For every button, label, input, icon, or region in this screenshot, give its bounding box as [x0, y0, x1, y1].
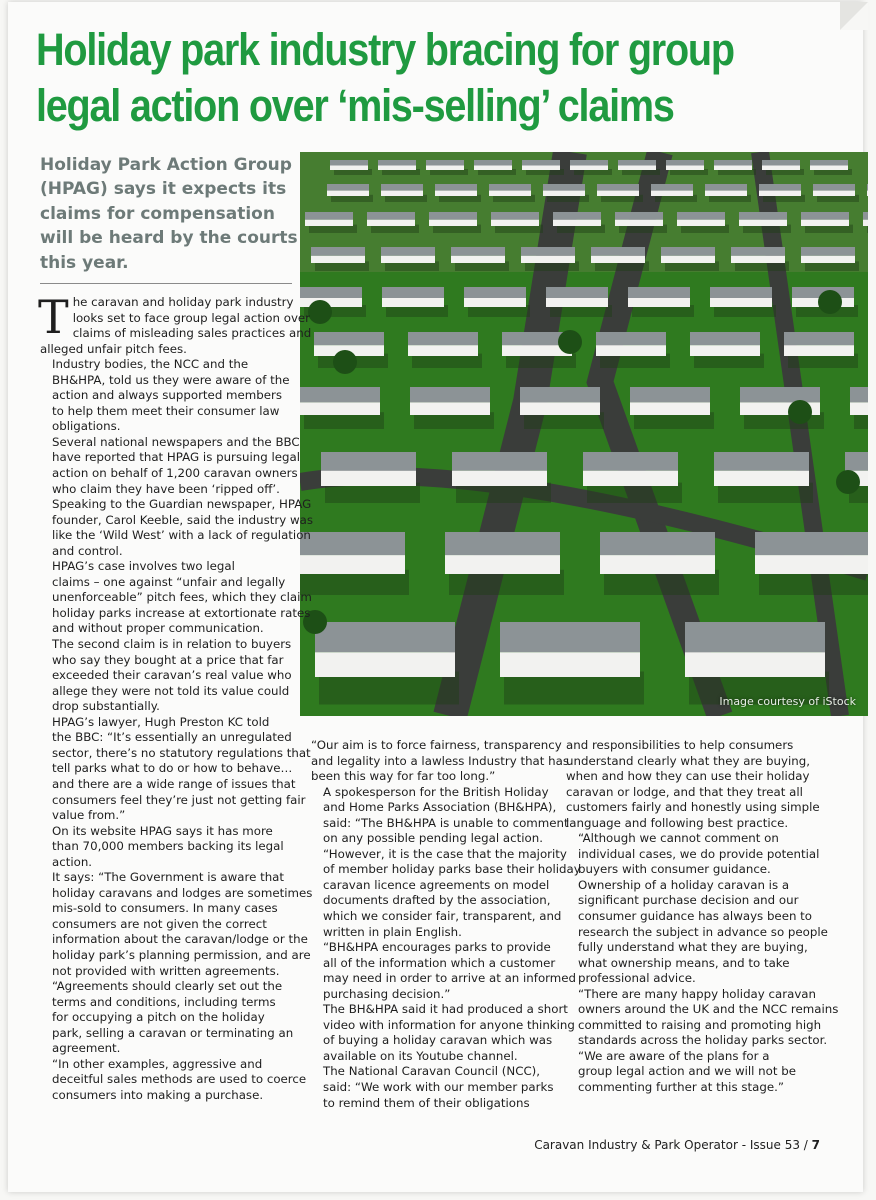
caravan-wall: [543, 191, 585, 196]
article-paragraph: [40, 870, 313, 979]
caravan-roof: [810, 160, 848, 166]
caravan-wall: [597, 191, 639, 196]
article-paragraph: [311, 1064, 559, 1111]
article-line: sector, there’s no statutory regulations that: [52, 745, 311, 760]
caravan-wall: [731, 256, 785, 263]
caravan-wall: [801, 256, 855, 263]
article-line: of buying a holiday caravan which was: [323, 1033, 553, 1048]
caravan-roof: [300, 532, 405, 555]
caravan-roof: [591, 247, 645, 256]
article-line: research the subject in advance so people: [578, 924, 828, 939]
article-paragraph: [40, 979, 296, 1057]
caravan-wall: [489, 191, 531, 196]
caravan-roof: [522, 160, 560, 166]
article-line: The BH&HPA said it had produced a short: [323, 1002, 568, 1017]
article-line: than 70,000 members backing its legal: [52, 839, 284, 854]
article-line: group legal action and we will not be: [578, 1064, 797, 1079]
caravan-wall: [739, 220, 787, 226]
article-line: holiday parks increase at extortionate rates: [52, 605, 311, 620]
caravan-wall: [464, 298, 526, 307]
caravan-roof: [521, 247, 575, 256]
caravan-wall: [330, 166, 368, 171]
article-line: The National Caravan Council (NCC),: [323, 1064, 541, 1079]
page-footer: [534, 1138, 820, 1152]
caravan-roof: [731, 247, 785, 256]
caravan-roof: [690, 332, 760, 345]
caravan-roof: [759, 184, 801, 191]
caravan-roof: [801, 212, 849, 220]
article-line: Ownership of a holiday caravan is a: [578, 877, 790, 892]
caravan-roof: [661, 247, 715, 256]
caravan-roof: [367, 212, 415, 220]
caravan-roof: [762, 160, 800, 166]
caravan-roof: [863, 212, 868, 220]
article-line: and legality into a lawless Industry that has: [311, 753, 569, 768]
caravan-wall: [583, 471, 678, 486]
caravan-roof: [429, 212, 477, 220]
article-line: to remind them of their obligations: [323, 1095, 530, 1110]
article-paragraph: [40, 1056, 307, 1104]
caravan-roof: [520, 387, 600, 402]
caravan-wall: [300, 298, 362, 307]
caravan-roof: [600, 532, 715, 555]
article-line: BH&HPA, told us they were aware of the: [52, 372, 290, 387]
article-line: “There are many happy holiday caravan: [578, 986, 816, 1001]
caravan-wall: [315, 652, 455, 677]
article-line: documents drafted by the association,: [323, 893, 551, 908]
caravan-park-illustration: [300, 152, 868, 716]
article-line: HPAG’s lawyer, Hugh Preston KC told: [52, 714, 270, 729]
article-line: park, selling a caravan or terminating an: [52, 1025, 294, 1040]
article-line: which we consider fair, transparent, and: [323, 909, 562, 924]
caravan-roof: [315, 622, 455, 652]
caravan-roof: [445, 532, 560, 555]
caravan-wall: [591, 256, 645, 263]
article-line: holiday park’s planning permission, and are: [52, 947, 311, 962]
article-line: Industry bodies, the NCC and the: [52, 357, 249, 372]
article-line: significant purchase decision and our: [578, 893, 799, 908]
article-line: consumers feel they’re just not getting fair: [52, 792, 306, 807]
caravan-roof: [677, 212, 725, 220]
article-line: what ownership means, and to take: [578, 955, 790, 970]
article-line: and without proper communication.: [52, 621, 264, 636]
article-line: purchasing decision.”: [323, 986, 451, 1001]
article-line: value from.”: [52, 808, 126, 823]
article-paragraph: [311, 846, 581, 940]
article-line: may need in order to arrive at an informed: [323, 971, 577, 986]
article-line: have reported that HPAG is pursuing legal: [52, 450, 301, 465]
caravan-wall: [410, 402, 490, 415]
drop-cap: T: [38, 290, 69, 344]
caravan-wall: [850, 402, 868, 415]
caravan-roof: [327, 184, 369, 191]
article-line: committed to raising and promoting high: [578, 1017, 822, 1032]
article-paragraph: [566, 738, 828, 831]
standfirst-line: claims for compensation: [40, 203, 275, 224]
article-line: Speaking to the Guardian newspaper, HPAG: [52, 497, 312, 512]
caravan-wall: [311, 256, 365, 263]
article-line: deceitful sales methods are used to coerce: [52, 1072, 307, 1087]
publication-name: Caravan Industry & Park Operator - Issue 53: [534, 1138, 800, 1152]
article-paragraph: [40, 637, 296, 715]
caravan-roof: [615, 212, 663, 220]
article-line: of member holiday parks base their holiday: [323, 862, 581, 877]
caravan-wall: [327, 191, 369, 196]
caravan-wall: [382, 298, 444, 307]
page-number: 7: [811, 1138, 820, 1152]
article-line: claims of misleading sales practices and: [72, 326, 312, 341]
article-paragraph: [566, 1049, 828, 1096]
caravan-roof: [714, 452, 809, 471]
caravan-roof: [583, 452, 678, 471]
caravan-roof: [500, 622, 640, 652]
caravan-roof: [628, 287, 690, 298]
article-line: agreement.: [52, 1041, 121, 1056]
caravan-roof: [378, 160, 416, 166]
article-paragraph: [40, 559, 312, 637]
article-line: “Agreements should clearly set out the: [52, 979, 283, 994]
caravan-wall: [863, 220, 868, 226]
caravan-roof: [553, 212, 601, 220]
article-line: information about the caravan/lodge or the: [52, 932, 308, 947]
article-line: language and following best practice.: [566, 815, 789, 830]
caravan-wall: [408, 345, 478, 356]
article-line: unenforceable” pitch fees, which they claim: [52, 590, 312, 605]
article-paragraph: [311, 1002, 575, 1064]
article-line: fully understand what they are buying,: [578, 940, 808, 955]
article-paragraph: [311, 738, 569, 785]
article-line: terms and conditions, including terms: [52, 994, 276, 1009]
caravan-wall: [378, 166, 416, 171]
article-line: Several national newspapers and the BBC: [52, 434, 300, 449]
caravan-wall: [474, 166, 512, 171]
article-line: who say they bought at a price that far: [52, 652, 284, 667]
caravan-wall: [714, 166, 752, 171]
article-line: commenting further at this stage.”: [578, 1080, 784, 1095]
tree: [788, 400, 812, 424]
caravan-roof: [710, 287, 772, 298]
caravan-roof: [491, 212, 539, 220]
caravan-wall: [520, 402, 600, 415]
article-column-2: [311, 738, 581, 1111]
caravan-roof: [813, 184, 855, 191]
article-line: and control.: [52, 543, 123, 558]
caravan-wall: [546, 298, 608, 307]
caravan-wall: [813, 191, 855, 196]
article-line: It says: “The Government is aware that: [52, 870, 285, 885]
image-credit: Image courtesy of iStock: [719, 695, 856, 708]
article-line: tell parks what to do or how to behave…: [52, 761, 293, 776]
standfirst-divider: [40, 283, 292, 284]
caravan-roof: [408, 332, 478, 345]
caravan-wall: [705, 191, 747, 196]
article-line: on any possible pending legal action.: [323, 831, 543, 846]
article-line: said: “The BH&HPA is unable to comment: [323, 815, 569, 830]
caravan-wall: [685, 652, 825, 677]
article-line: not provided with written agreements.: [52, 963, 280, 978]
caravan-roof: [596, 332, 666, 345]
article-line: understand clearly what they are buying,: [566, 753, 810, 768]
article-line: customers fairly and honestly using simple: [566, 800, 820, 815]
article-line: individual cases, we do provide potential: [578, 846, 820, 861]
caravan-wall: [491, 220, 539, 226]
caravan-roof: [410, 387, 490, 402]
article-line: The second claim is in relation to buyers: [52, 637, 292, 652]
caravan-roof: [330, 160, 368, 166]
caravan-roof: [464, 287, 526, 298]
caravan-wall: [615, 220, 663, 226]
tree: [308, 300, 332, 324]
article-paragraph: [566, 986, 839, 1049]
caravan-wall: [784, 345, 854, 356]
caravan-roof: [381, 184, 423, 191]
caravan-roof: [474, 160, 512, 166]
article-line: who claim they have been ‘ripped off’.: [52, 481, 280, 496]
caravan-roof: [321, 452, 416, 471]
caravan-wall: [755, 555, 868, 574]
standfirst-line: will be heard by the courts: [40, 228, 298, 249]
article-line: action.: [52, 854, 93, 869]
article-line: for occupying a pitch on the holiday: [52, 1010, 265, 1025]
article-line: obligations.: [52, 419, 121, 434]
caravan-roof: [300, 387, 380, 402]
caravan-wall: [762, 166, 800, 171]
article-line: caravan licence agreements on model: [323, 877, 550, 892]
caravan-wall: [451, 256, 505, 263]
caravan-roof: [597, 184, 639, 191]
article-paragraph: [40, 714, 311, 824]
caravan-wall: [445, 555, 560, 574]
article-paragraph: [38, 290, 312, 357]
caravan-wall: [661, 256, 715, 263]
caravan-wall: [759, 191, 801, 196]
caravan-roof: [426, 160, 464, 166]
caravan-wall: [714, 471, 809, 486]
article-line: holiday caravans and lodges are sometimes: [52, 885, 313, 900]
caravan-wall: [867, 191, 868, 196]
article-line: action and always supported members: [52, 388, 283, 403]
article-line: written in plain English.: [323, 924, 462, 939]
article-paragraph: [40, 824, 296, 871]
caravan-wall: [810, 166, 848, 171]
article-line: HPAG’s case involves two legal: [52, 559, 235, 574]
caravan-wall: [570, 166, 608, 171]
caravan-wall: [666, 166, 704, 171]
caravan-wall: [521, 256, 575, 263]
article-line: and there are a wide range of issues that: [52, 776, 296, 791]
standfirst-line: (HPAG) says it expects its: [40, 179, 287, 200]
page-corner-fold: [840, 2, 868, 30]
caravan-wall: [677, 220, 725, 226]
caravan-roof: [546, 287, 608, 298]
caravan-roof: [382, 287, 444, 298]
tree: [818, 290, 842, 314]
caravan-roof: [618, 160, 656, 166]
caravan-wall: [429, 220, 477, 226]
caravan-roof: [651, 184, 693, 191]
caravan-wall: [321, 471, 416, 486]
caravan-wall: [651, 191, 693, 196]
caravan-park-photo: [300, 152, 868, 716]
article-line: “Although we cannot comment on: [578, 831, 779, 846]
caravan-roof: [543, 184, 585, 191]
article-line: the BBC: “It’s essentially an unregulated: [52, 730, 292, 745]
caravan-wall: [690, 345, 760, 356]
caravan-roof: [784, 332, 854, 345]
caravan-roof: [630, 387, 710, 402]
caravan-roof: [452, 452, 547, 471]
caravan-wall: [381, 191, 423, 196]
standfirst-line: this year.: [40, 252, 129, 273]
article-line: “BH&HPA encourages parks to provide: [323, 940, 551, 955]
article-line: action on behalf of 1,200 caravan owners: [52, 466, 298, 481]
article-line: alleged unfair pitch fees.: [40, 341, 187, 356]
caravan-roof: [867, 184, 868, 191]
caravan-wall: [628, 298, 690, 307]
caravan-wall: [600, 555, 715, 574]
article-line: “We are aware of the plans for a: [578, 1048, 770, 1063]
article-line: and Home Parks Association (BH&HPA),: [323, 800, 557, 815]
article-line: “Our aim is to force fairness, transparency: [311, 738, 562, 752]
caravan-wall: [367, 220, 415, 226]
headline-line-2: legal action over ‘mis-selling’ claims: [36, 80, 674, 131]
headline-line-1: Holiday park industry bracing for group: [36, 24, 734, 75]
caravan-wall: [300, 555, 405, 574]
caravan-roof: [300, 287, 362, 298]
article-line: allege they were not told its value could: [52, 683, 290, 698]
article-line: consumers into making a purchase.: [52, 1087, 264, 1102]
caravan-wall: [305, 220, 353, 226]
standfirst: [40, 153, 298, 275]
caravan-wall: [710, 298, 772, 307]
caravan-roof: [714, 160, 752, 166]
caravan-roof: [705, 184, 747, 191]
caravan-wall: [596, 345, 666, 356]
article-column-1: [38, 290, 314, 1103]
caravan-roof: [685, 622, 825, 652]
article-line: caravan or lodge, and that they treat all: [566, 784, 803, 799]
article-line: like the ‘Wild West’ with a lack of regulation: [52, 528, 311, 543]
caravan-roof: [311, 247, 365, 256]
caravan-roof: [739, 212, 787, 220]
caravan-roof: [666, 160, 704, 166]
article-paragraph: [311, 784, 569, 847]
article-line: video with information for anyone thinking: [323, 1017, 575, 1032]
article-line: professional advice.: [578, 971, 696, 986]
article-line: all of the information which a customer: [323, 955, 556, 970]
article-line: and responsibilities to help consumers: [566, 738, 794, 752]
article-line: exceeded their caravan’s real value who: [52, 668, 292, 683]
caravan-wall: [435, 191, 477, 196]
caravan-wall: [300, 402, 380, 415]
article-line: “However, it is the case that the majority: [323, 846, 567, 861]
article-line: when and how they can use their holiday: [566, 769, 810, 784]
article-line: consumer guidance has always been to: [578, 909, 813, 924]
caravan-roof: [801, 247, 855, 256]
article-line: On its website HPAG says it has more: [52, 823, 273, 838]
caravan-roof: [435, 184, 477, 191]
caravan-roof: [305, 212, 353, 220]
caravan-roof: [451, 247, 505, 256]
article-line: owners around the UK and the NCC remains: [578, 1002, 839, 1017]
article-line: “In other examples, aggressive and: [52, 1056, 263, 1071]
article-line: standards across the holiday parks sector.: [578, 1033, 828, 1048]
article-line: to help them meet their consumer law: [52, 403, 280, 418]
caravan-roof: [850, 387, 868, 402]
article-paragraph: [311, 940, 577, 1002]
caravan-roof: [755, 532, 868, 555]
article-line: A spokesperson for the British Holiday: [323, 784, 549, 799]
article-line: claims – one against “unfair and legally: [52, 574, 286, 589]
caravan-wall: [630, 402, 710, 415]
article-line: consumers are not given the correct: [52, 916, 267, 931]
article-headline: [36, 22, 740, 134]
standfirst-line: Holiday Park Action Group: [40, 155, 292, 175]
caravan-roof: [740, 387, 820, 402]
article-line: mis-sold to consumers. In many cases: [52, 901, 278, 916]
caravan-roof: [381, 247, 435, 256]
footer-separator: /: [799, 1138, 812, 1152]
article-paragraph: [40, 357, 296, 435]
tree: [333, 350, 357, 374]
article-line: he caravan and holiday park industry: [72, 295, 294, 309]
caravan-wall: [500, 652, 640, 677]
tree: [558, 330, 582, 354]
article-line: buyers with consumer guidance.: [578, 862, 771, 877]
article-paragraph: [40, 434, 314, 559]
tree: [836, 470, 860, 494]
article-paragraph: [566, 831, 828, 986]
article-line: drop substantially.: [52, 699, 160, 714]
caravan-wall: [426, 166, 464, 171]
article-line: been this way for far too long.”: [311, 769, 496, 784]
caravan-roof: [845, 452, 868, 471]
article-line: said: “We work with our member parks: [323, 1080, 554, 1095]
article-column-3: [566, 738, 839, 1096]
caravan-wall: [452, 471, 547, 486]
caravan-roof: [570, 160, 608, 166]
article-line: founder, Carol Keeble, said the industry was: [52, 512, 314, 527]
caravan-roof: [489, 184, 531, 191]
caravan-wall: [381, 256, 435, 263]
caravan-wall: [522, 166, 560, 171]
article-line: looks set to face group legal action over: [72, 310, 311, 325]
caravan-wall: [801, 220, 849, 226]
caravan-wall: [618, 166, 656, 171]
article-line: available on its Youtube channel.: [323, 1048, 518, 1063]
caravan-wall: [553, 220, 601, 226]
caravan-roof: [314, 332, 384, 345]
